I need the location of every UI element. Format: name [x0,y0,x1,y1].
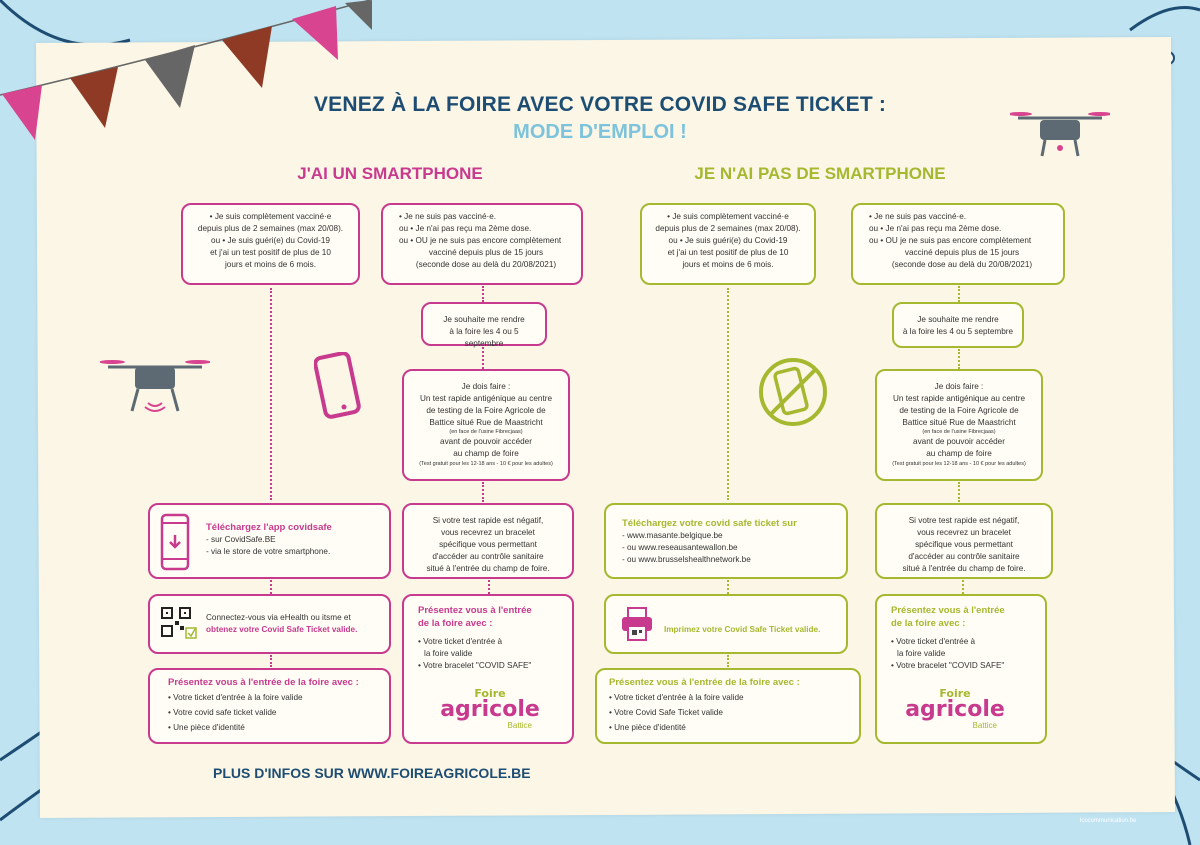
box-present-bracelet-2: Présentez vous à l'entrée de la foire avec : • Votre ticket d'entrée à la foire valide • Votre bracelet "COVID SAFE" Foire agricole Battice [875,594,1047,744]
connector [958,482,960,502]
connector [482,286,484,302]
connector [958,286,960,302]
box-not-vaccinated-2: • Je ne suis pas vacciné·e. ou • Je n'ai pas reçu ma 2ème dose. ou • OU je ne suis pas encore complètement vacciné depuis plus de 15 jours (seconde dose au delà du 20/08/2021) [851,203,1065,285]
foire-agricole-logo: Foire agricole Battice [440,687,540,730]
box-negative-2: Si votre test rapide est négatif, vous recevrez un bracelet spécifique vous permettant d'accéder au contrôle sanitaire situé à l'entrée du champ de foire. [875,503,1053,579]
page-subtitle: MODE D'EMPLOI ! [513,121,687,143]
connector [962,580,964,594]
drone-icon [1010,108,1110,170]
connector [727,288,729,500]
footer-info-link[interactable]: PLUS D'INFOS SUR WWW.FOIREAGRICOLE.BE [213,765,531,781]
connector [482,482,484,502]
box-not-vaccinated: • Je ne suis pas vacciné·e. ou • Je n'ai pas reçu ma 2ème dose. ou • OU je ne suis pas encore complètement vacciné depuis plus de 15 jours (seconde dose au delà du 20/08/2021) [381,203,583,285]
printer-icon [620,606,654,642]
box-vaccinated-2: • Je suis complètement vacciné·e depuis plus de 2 semaines (max 20/08). ou • Je suis guéri(e) du Covid-19 et j'ai un test positif de plus de 10 jours et moins de 6 mois. [640,203,816,285]
foire-agricole-logo-2: Foire agricole Battice [905,687,1005,730]
connector [482,347,484,369]
credit: lcocommunication.be [1080,818,1137,824]
box-present-ticket-2: Présentez vous à l'entrée de la foire avec : • Votre ticket d'entrée à la foire valide • Votre Covid Safe Ticket valide • Une pièce d'identité [595,668,861,744]
box-connect: Connectez-vous via eHealth ou itsme et obtenez votre Covid Safe Ticket valide. [148,594,391,654]
box-present-ticket: Présentez vous à l'entrée de la foire avec : • Votre ticket d'entrée à la foire valide • Votre covid safe ticket valide • Une pièce d'identité [148,668,391,744]
box-test-2: Je dois faire : Un test rapide antigénique au centre de testing de la Foire Agricole de Battice situé Rue de Maastricht (en face de l'usine Fibrecjaas) avant de pouvoir accéder au champ de foire (Test gratuit pour les 12-18 ans - 10 € pour les adultes) [875,369,1043,481]
phone-download-icon [160,513,190,571]
box-vaccinated: • Je suis complètement vacciné·e depuis plus de 2 semaines (max 20/08). ou • Je suis guéri(e) du Covid-19 et j'ai un test positif de plus de 10 jours et moins de 6 mois. [181,203,360,285]
box-visit: Je souhaite me rendre à la foire les 4 ou 5 septembre [421,302,547,346]
connector [727,580,729,594]
connector [270,580,272,594]
box-present-bracelet: Présentez vous à l'entrée de la foire avec : • Votre ticket d'entrée à la foire valide • Votre bracelet "COVID SAFE" Foire agricole Battice [402,594,574,744]
box-app: Téléchargez l'app covidsafe - sur CovidSafe.BE - via le store de votre smartphone. [148,503,391,579]
connector [727,655,729,667]
connector [488,580,490,594]
connector [958,349,960,369]
smartphone-icon [314,352,366,420]
drone-icon-left [100,355,210,417]
heading-smartphone: J'AI UN SMARTPHONE [297,164,483,183]
box-visit-2: Je souhaite me rendre à la foire les 4 ou 5 septembre [892,302,1024,348]
qr-code-icon [160,606,198,642]
box-print: Imprimez votre Covid Safe Ticket valide. [604,594,848,654]
box-negative: Si votre test rapide est négatif, vous recevrez un bracelet spécifique vous permettant d'accéder au contrôle sanitaire situé à l'entrée du champ de foire. [402,503,574,579]
box-download: Téléchargez votre covid safe ticket sur - www.masante.belgique.be - ou www.reseausantewallon.be - ou www.brusselshealthnetwork.be [604,503,848,579]
no-smartphone-icon [757,356,829,428]
connector [270,288,272,500]
connector [270,655,272,667]
heading-no-smartphone: JE N'AI PAS DE SMARTPHONE [694,164,946,183]
page-title: VENEZ À LA FOIRE AVEC VOTRE COVID SAFE TICKET : [313,93,887,116]
box-test: Je dois faire : Un test rapide antigénique au centre de testing de la Foire Agricole de Battice situé Rue de Maastricht (en face de l'usine Fibrecjaas) avant de pouvoir accéder au champ de foire (Test gratuit pour les 12-18 ans - 10 € pour les adultes) [402,369,570,481]
